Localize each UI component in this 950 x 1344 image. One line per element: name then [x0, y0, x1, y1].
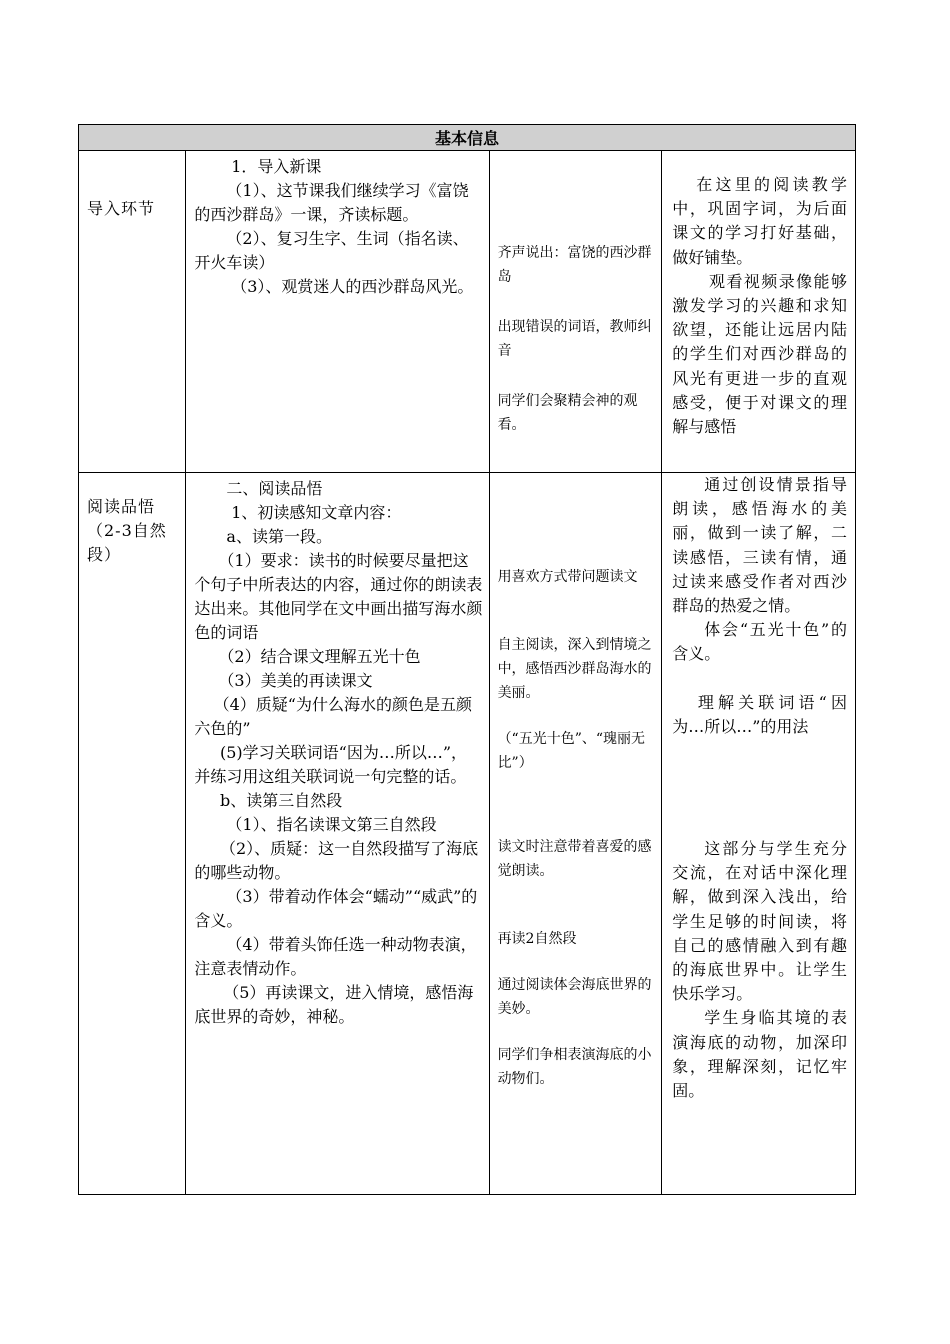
process-line: （1）要求：读书的时候要尽量把这个句子中所表达的内容，通过你的朗读表达出来。其他同学在文中画出描写海水颜色的词语	[194, 551, 483, 642]
intent-line: 这部分与学生充分交流，在对话中深化理解，做到深入浅出，给学生足够的时间读，将自己的感情融入到有趣的海底世界中。让学生快乐学习。	[672, 839, 847, 1004]
student-text	[490, 473, 662, 1091]
process-line: 1、初读感知文章内容：	[231, 503, 402, 522]
student-line: 用喜欢方式带问题读文	[497, 569, 638, 585]
process-line: （2）结合课文理解五光十色	[218, 647, 421, 666]
process-line: （3）、观赏迷人的西沙群岛风光。	[231, 277, 474, 296]
lesson-table	[78, 124, 856, 1195]
student-line: 再读2自然段	[497, 931, 577, 947]
process-line: b、读第三自然段	[220, 791, 343, 810]
student-text	[490, 151, 662, 437]
process-line: （4）带着头饰任选一种动物表演，注意表情动作。	[194, 935, 477, 978]
process-text	[186, 151, 488, 299]
table-header: 基本信息	[79, 125, 856, 151]
process-line: 1．导入新课	[231, 157, 322, 176]
intent-line: 通过创设情景指导朗读，感悟海水的美丽，做到一读了解，二读感悟，三读有情，通过读来感受作者对西沙群岛的热爱之情。	[672, 475, 847, 616]
process-line: （1）、指名读课文第三自然段	[226, 815, 437, 834]
intent-line: 理解关联词语“因为…所以…”的用法	[672, 692, 847, 736]
stage-label: 阅读品悟（2-3自然段）	[87, 497, 167, 564]
table-header-row	[79, 125, 856, 151]
student-line: 同学们会聚精会神的观看。	[497, 393, 638, 433]
process-line: （2）、复习生字、生词（指名读、开火车读）	[194, 229, 469, 272]
stage-cell	[79, 473, 186, 1195]
process-line: 二、阅读品悟	[226, 479, 323, 498]
process-cell	[186, 151, 489, 473]
intent-line: 体会“五光十色”的含义。	[672, 620, 847, 664]
intent-text	[662, 151, 855, 439]
process-text	[186, 473, 488, 1029]
intent-cell	[662, 473, 856, 1195]
process-line: （5）再读课文，进入情境，感悟海底世界的奇妙，神秘。	[194, 983, 474, 1026]
process-line: a、读第一段。	[226, 527, 332, 546]
process-line: （2）、质疑：这一自然段描写了海底的哪些动物。	[194, 839, 479, 882]
student-cell	[489, 473, 662, 1195]
student-cell	[489, 151, 662, 473]
student-line: 读文时注意带着喜爱的感觉朗读。	[497, 839, 652, 879]
student-line: 出现错误的词语，教师纠音	[497, 319, 652, 359]
student-line: 同学们争相表演海底的小动物们。	[497, 1047, 652, 1087]
intent-line: 学生身临其境的表演海底的动物，加深印象，理解深刻，记忆牢固。	[672, 1008, 847, 1101]
process-line: （4）质疑“为什么海水的颜色是五颜六色的”	[194, 695, 472, 738]
stage-label: 导入环节	[87, 199, 156, 218]
process-line: （3）美美的再读课文	[218, 671, 373, 690]
process-line: (5)学习关联词语“因为…所以…”，并练习用这组关联词说一句完整的话。	[194, 743, 468, 786]
process-line: （1）、这节课我们继续学习《富饶的西沙群岛》一课，齐读标题。	[194, 181, 469, 224]
table-row	[79, 151, 856, 473]
table-row	[79, 473, 856, 1195]
student-line: （“五光十色”、“瑰丽无比”）	[497, 731, 646, 771]
intent-line: 观看视频录像能够激发学习的兴趣和求知欲望，还能让远居内陆的学生们对西沙群岛的风光有更进一步的直观感受，便于对课文的理解与感悟	[672, 271, 847, 437]
stage-cell	[79, 151, 186, 473]
student-line: 通过阅读体会海底世界的美妙。	[497, 977, 652, 1017]
process-line: （3）带着动作体会“蠕动”“威武”的含义。	[194, 887, 478, 930]
intent-cell	[662, 151, 856, 473]
intent-text	[662, 473, 855, 1103]
student-line: 齐声说出：富饶的西沙群岛	[497, 245, 652, 285]
intent-line: 在这里的阅读教学中，巩固字词，为后面课文的学习打好基础，做好铺垫。	[672, 175, 847, 267]
process-cell	[186, 473, 489, 1195]
student-line: 自主阅读，深入到情境之中，感悟西沙群岛海水的美丽。	[497, 637, 652, 701]
